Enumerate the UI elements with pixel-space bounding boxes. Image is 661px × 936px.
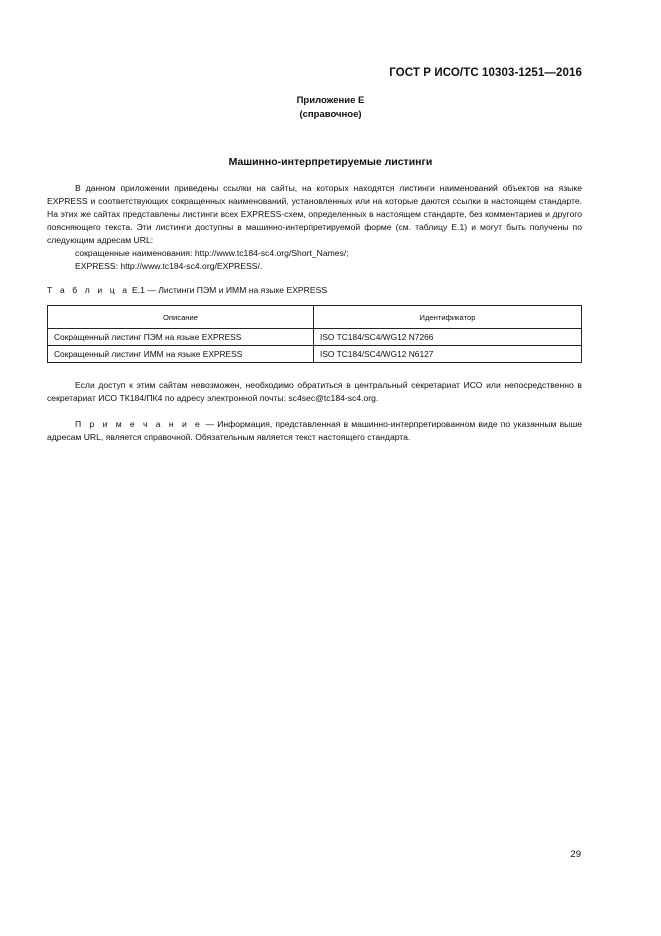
annex-heading — [0, 94, 661, 122]
row-identifier: ISO TC184/SC4/WG12 N7266 — [314, 329, 582, 346]
contact-paragraph: Если доступ к этим сайтам невозможен, необходимо обратиться в центральный секретариат ИСО или непосредственно в секретариат ИСО ТК184/ПК4 по адресу электронной почты: sc4sec@tc184-sc4.org. — [47, 380, 582, 403]
annex-title: Приложение Е — [296, 95, 365, 106]
table-caption — [47, 285, 327, 295]
header-identifier: Идентификатор — [314, 306, 582, 329]
intro-paragraph: В данном приложении приведены ссылки на сайты, на которых находятся листинги наименований объектов на языке EXPRESS и соответствующих сокращенных наименований, установленных или на которые даются ссылки в настоящем стандарте. На этих же сайтах представлены листинги всех EXPRESS-схем, определенных в настоящем стандарте, без комментариев и другого поясняющего текста. Эти листинги доступны в машинно-интерпретируемой форме (см. таблицу Е.1) и могут быть получены по следующим адресам URL: — [47, 183, 582, 245]
header-description: Описание — [48, 306, 314, 329]
contact-block — [47, 379, 582, 405]
table-row — [48, 329, 582, 346]
table-header-row — [48, 306, 582, 329]
url-short-names: сокращенные наименования: http://www.tc184-sc4.org/Short_Names/; — [75, 248, 349, 258]
intro-block — [47, 182, 582, 273]
note-paragraph — [47, 418, 582, 444]
url-express: EXPRESS: http://www.tc184-sc4.org/EXPRESS/. — [75, 261, 263, 271]
table-caption-label: Т а б л и ц а — [47, 285, 130, 295]
row-identifier: ISO TC184/SC4/WG12 N6127 — [314, 346, 582, 363]
note-label: П р и м е ч а н и е — [75, 419, 203, 429]
page-number: 29 — [570, 849, 581, 860]
table-row — [48, 346, 582, 363]
table-caption-text: Е.1 — Листинги ПЭМ и ИММ на языке EXPRESS — [129, 285, 328, 295]
section-title: Машинно-интерпретируемые листинги — [228, 156, 433, 168]
annex-subtitle: (справочное) — [299, 109, 362, 120]
row-description: Сокращенный листинг ИММ на языке EXPRESS — [48, 346, 314, 363]
row-description: Сокращенный листинг ПЭМ на языке EXPRESS — [48, 329, 314, 346]
listings-table — [47, 305, 582, 363]
note-text: — Информация, представленная в машинно-интерпретированном виде по указанным выше адресам URL, является справочной. Обязательным является текст настоящего стандарта. — [47, 419, 582, 442]
note-block — [47, 418, 582, 444]
standard-header: ГОСТ Р ИСО/ТС 10303-1251—2016 — [389, 67, 582, 79]
